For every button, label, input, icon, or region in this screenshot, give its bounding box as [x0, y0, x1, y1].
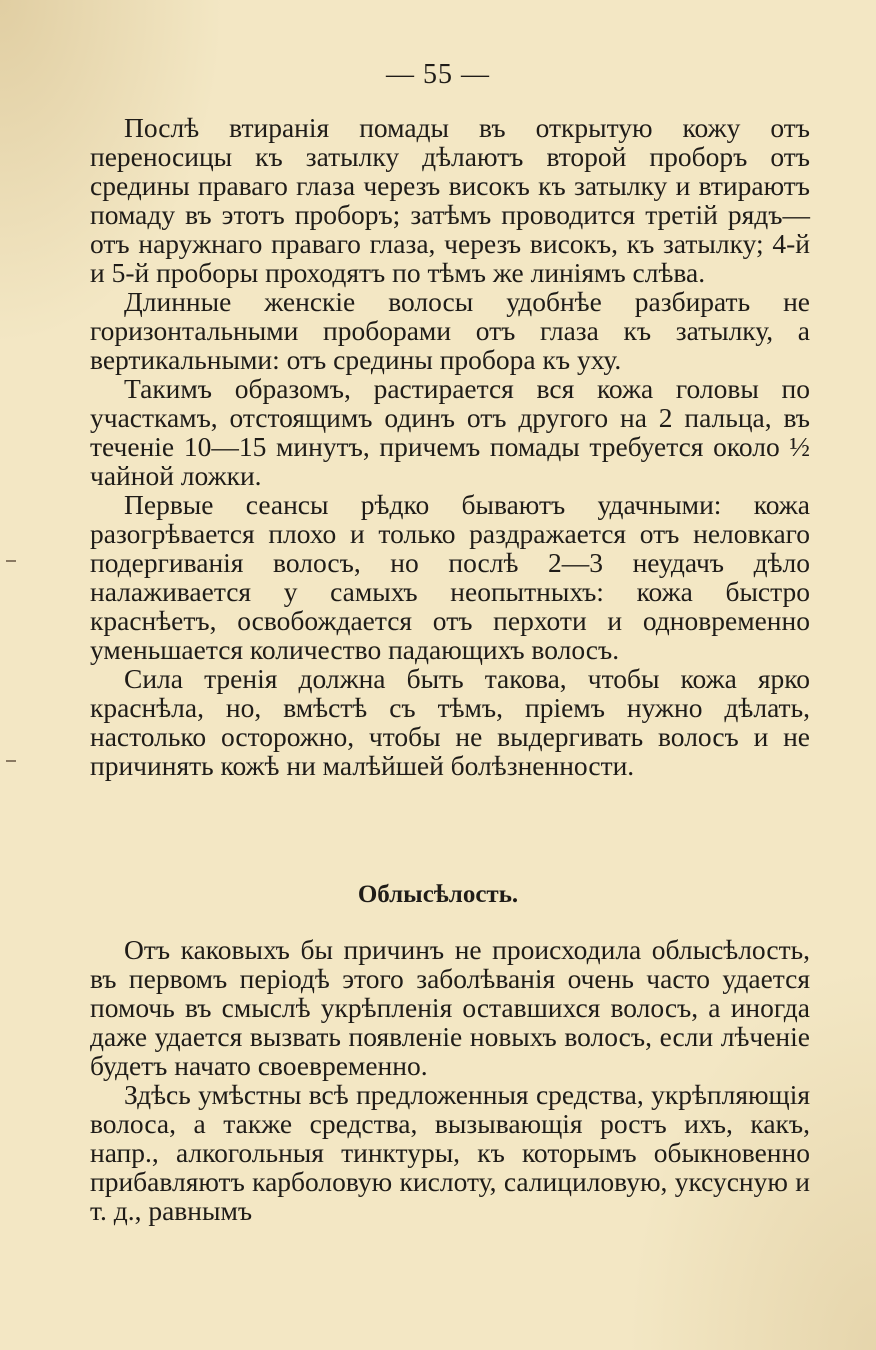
section-heading: Облысѣлость. [357, 881, 519, 908]
paragraph: Такимъ образомъ, растирается вся кожа головы по участкамъ, отстоящимъ одинъ отъ другого на 2 пальца, въ теченіе 10—15 минутъ, причемъ помады требуется около ½ чайной ложки. [90, 373, 810, 491]
page-number: — 55 — [386, 59, 490, 90]
paragraph: Отъ каковыхъ бы причинъ не происходила облысѣлость, въ первомъ періодѣ этого заболѣванія очень часто удается помочь въ смыслѣ укрѣпленія оставшихся волосъ, а иногда даже удается вызвать появленіе новыхъ волосъ, если лѣченіе будетъ начато своевременно. [90, 934, 810, 1081]
margin-mark [6, 560, 16, 562]
paragraph: Здѣсь умѣстны всѣ предложенныя средства, укрѣпляющія волоса, а также средства, вызывающія ростъ ихъ, какъ, напр., алкогольныя тинктуры, къ которымъ обыкновенно прибавляютъ карболовую кислоту, салициловую, уксусную и т. д., равнымъ [90, 1079, 810, 1226]
margin-mark [6, 760, 16, 762]
body-text-top [90, 113, 810, 780]
paragraph: Длинные женскіе волосы удобнѣе разбирать не горизонтальными проборами отъ глаза къ затылку, а вертикальными: отъ средины пробора къ уху. [90, 286, 810, 375]
body-text-bottom [90, 935, 810, 1225]
paragraph: Сила тренія должна быть такова, чтобы кожа ярко краснѣла, но, вмѣстѣ съ тѣмъ, пріемъ нужно дѣлать, настолько осторожно, чтобы не выдергивать волосъ и не причинять кожѣ ни малѣйшей болѣзненности. [90, 663, 810, 781]
paragraph: Первые сеансы рѣдко бываютъ удачными: кожа разогрѣвается плохо и только раздражается отъ неловкаго подергиванія волосъ, но послѣ 2—3 неудачъ дѣло налаживается у самыхъ неопытныхъ: кожа быстро краснѣетъ, освобождается отъ перхоти и одновременно уменьшается количество падающихъ волосъ. [90, 489, 810, 665]
paragraph: Послѣ втиранія помады въ открытую кожу отъ переносицы къ затылку дѣлаютъ второй проборъ отъ средины праваго глаза черезъ високъ къ затылку и втираютъ помаду въ этотъ проборъ; затѣмъ проводится третій рядъ—отъ наружнаго праваго глаза, черезъ високъ, къ затылку; 4-й и 5-й проборы проходятъ по тѣмъ же линіямъ слѣва. [90, 112, 810, 288]
